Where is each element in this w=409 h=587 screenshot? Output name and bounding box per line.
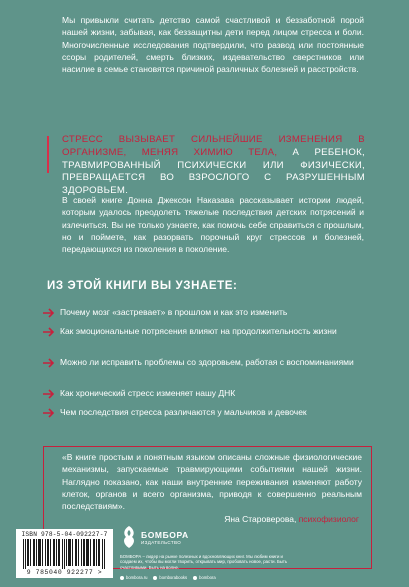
section-title: ИЗ ЭТОЙ КНИГИ ВЫ УЗНАЕТЕ:: [47, 280, 238, 292]
quote-author-role: психофизиолог: [296, 514, 359, 524]
arrow-bullet-icon: [42, 408, 56, 418]
bullet-text: Как хронический стресс изменяет нашу ДНК: [60, 388, 236, 398]
bullet-text: Чем последствия стресса различаются у мальчиков и девочек: [60, 407, 307, 417]
arrow-bullet-icon: [42, 327, 56, 337]
publisher-subtitle: ИЗДАТЕЛЬСТВО: [141, 540, 182, 545]
isbn-text: ISBN 978-5-04-092227-7: [21, 531, 108, 538]
arrow-bullet-icon: [42, 358, 56, 368]
list-item: [42, 388, 368, 402]
list-item: [42, 326, 368, 352]
quote-text: «В книге простым и понятным языком описаны сложные физиологические механизмы, запускаемые травмирующими событиями нашей жизни. Наглядно показано, как наши внутренние переживания изменяют работу клеток, органов и всего организма, приводя к совершенно реальным последствиям».: [62, 452, 362, 512]
highlight-white-text: А РЕБЕНОК, ТРАВМИРОВАННЫЙ ПСИХИЧЕСКИ ИЛИ ФИЗИЧЕСКИ, ПРЕВРАЩАЕТСЯ ВО ВЗРОСЛОГО С РАЗРУШЕННЫМ ЗДОРОВЬЕМ.: [62, 146, 365, 197]
social-link[interactable]: bombora: [193, 575, 216, 580]
highlight-accent-bar: [47, 136, 49, 173]
quote-attribution: [224, 514, 359, 524]
body-paragraph: В своей книге Донна Джексон Наказава рассказывает истории людей, которым удалось преодолеть тяжелые последствия детских потрясений и излечиться. Вы не только узнаете, как помочь себе справиться с прошлым, но и поймете, как разорвать порочный круг стрессов и болезней, передающихся из поколения в поколение.: [62, 195, 364, 255]
bullet-text: Можно ли исправить проблемы со здоровьем, работая с воспоминаниями: [60, 357, 354, 367]
intro-paragraph: Мы привыкли считать детство самой счастливой и беззаботной порой нашей жизни, забывая, как беззащитны дети перед лицом стресса и боли. Многочисленные исследования подтвердили, что развод или постоянные ссоры родителей, смерть близких, издевательство сверстников или насилие в семье становятся причиной различных болезней и расстройств.: [62, 15, 364, 75]
bullet-text: Как эмоциональные потрясения влияют на продолжительность жизни: [60, 326, 337, 336]
vk-icon: [153, 576, 157, 580]
highlight-paragraph: [62, 134, 365, 198]
bombora-logo-icon: [120, 524, 138, 550]
barcode-panel: [16, 529, 113, 578]
social-links: [120, 575, 216, 580]
list-item: [42, 307, 368, 321]
social-link[interactable]: bombora.ru: [120, 575, 147, 580]
barcode-graphic: [23, 539, 106, 569]
web-icon: [120, 576, 124, 580]
social-link[interactable]: bomborabooks: [153, 575, 187, 580]
arrow-bullet-icon: [42, 308, 56, 318]
bullet-text: Почему мозг «застревает» в прошлом и как это изменить: [60, 307, 288, 317]
publisher-name: БОМБОРА: [141, 530, 189, 540]
publisher-tagline: БОМБОРА – лидер на рынке полезных и вдохновляющих книг. Мы любим книги и создаем их, чтобы вы могли творить, открывать мир, пробовать новое, расти. Быть счастливыми. Быть на волне.: [120, 554, 288, 570]
arrow-bullet-icon: [42, 389, 56, 399]
instagram-icon: [193, 576, 197, 580]
list-item: [42, 407, 368, 433]
list-item: [42, 357, 368, 383]
highlight-red-text: СТРЕСС ВЫЗЫВАЕТ СИЛЬНЕЙШИЕ ИЗМЕНЕНИЯ В ОРГАНИЗМЕ, МЕНЯЯ ХИМИЮ ТЕЛА,: [62, 134, 365, 158]
bullet-list: [42, 307, 368, 433]
quote-author: Яна Староверова,: [224, 514, 297, 524]
barcode-number: 9 785040 922277 >: [26, 569, 103, 576]
